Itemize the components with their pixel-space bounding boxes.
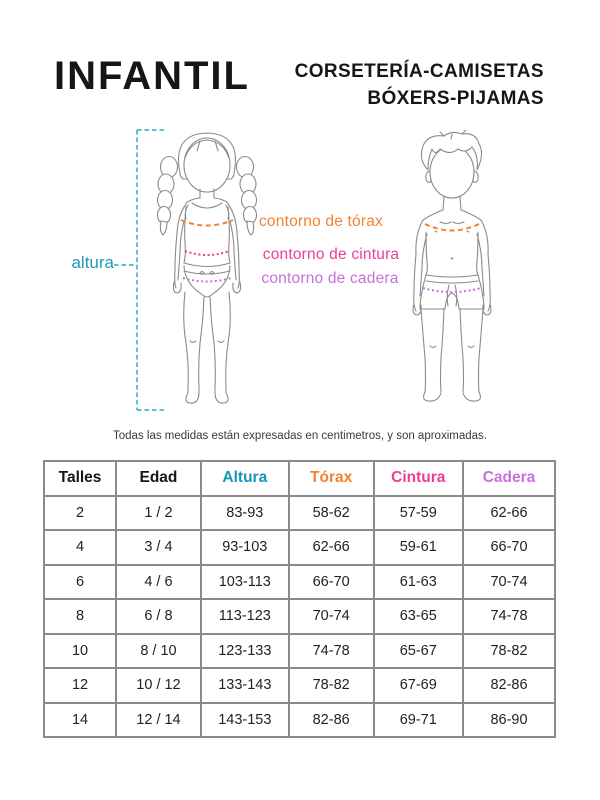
page-title: INFANTIL <box>54 54 250 98</box>
table-cell: 61-63 <box>374 565 463 600</box>
table-cell: 10 / 12 <box>116 668 201 703</box>
boy-cadera-measure-line <box>423 288 481 292</box>
column-header-4: Cintura <box>374 461 463 496</box>
table-cell: 83-93 <box>201 496 289 531</box>
column-header-2: Altura <box>201 461 289 496</box>
table-cell: 62-66 <box>289 530 374 565</box>
table-cell: 65-67 <box>374 634 463 669</box>
table-cell: 113-123 <box>201 599 289 634</box>
table-cell: 8 <box>44 599 116 634</box>
table-cell: 1 / 2 <box>116 496 201 531</box>
column-header-3: Tórax <box>289 461 374 496</box>
table-cell: 70-74 <box>463 565 555 600</box>
girl-cadera-measure-line <box>183 278 231 282</box>
table-cell: 6 <box>44 565 116 600</box>
table-cell: 10 <box>44 634 116 669</box>
boy-face <box>430 146 474 198</box>
table-cell: 103-113 <box>201 565 289 600</box>
subtitle-line-2: BÓXERS-PIJAMAS <box>367 88 544 109</box>
table-cell: 4 <box>44 530 116 565</box>
table-cell: 63-65 <box>374 599 463 634</box>
size-table-header-row <box>44 461 555 496</box>
table-row <box>44 634 555 669</box>
table-cell: 133-143 <box>201 668 289 703</box>
table-row <box>44 599 555 634</box>
table-cell: 3 / 4 <box>116 530 201 565</box>
table-cell: 8 / 10 <box>116 634 201 669</box>
table-row <box>44 668 555 703</box>
table-cell: 86-90 <box>463 703 555 738</box>
table-cell: 74-78 <box>289 634 374 669</box>
table-cell: 59-61 <box>374 530 463 565</box>
table-cell: 2 <box>44 496 116 531</box>
table-cell: 69-71 <box>374 703 463 738</box>
table-cell: 12 <box>44 668 116 703</box>
table-cell: 78-82 <box>463 634 555 669</box>
table-cell: 93-103 <box>201 530 289 565</box>
column-header-0: Talles <box>44 461 116 496</box>
size-table <box>43 460 556 738</box>
column-header-5: Cadera <box>463 461 555 496</box>
table-cell: 82-86 <box>463 668 555 703</box>
table-cell: 58-62 <box>289 496 374 531</box>
table-cell: 57-59 <box>374 496 463 531</box>
measurements-note: Todas las medidas están expresadas en centimetros, y son aproximadas. <box>113 430 487 442</box>
girl-cintura-measure-line <box>185 251 229 255</box>
table-row <box>44 703 555 738</box>
table-cell: 74-78 <box>463 599 555 634</box>
table-cell: 78-82 <box>289 668 374 703</box>
girl-tank-top <box>192 203 222 208</box>
table-cell: 66-70 <box>463 530 555 565</box>
table-cell: 143-153 <box>201 703 289 738</box>
label-altura: altura <box>71 253 114 272</box>
size-table-body <box>44 496 555 738</box>
label-contorno-torax: contorno de tórax <box>258 213 384 230</box>
table-cell: 67-69 <box>374 668 463 703</box>
table-cell: 123-133 <box>201 634 289 669</box>
table-cell: 4 / 6 <box>116 565 201 600</box>
column-header-1: Edad <box>116 461 201 496</box>
label-contorno-cadera: contorno de cadera <box>261 270 399 287</box>
table-row <box>44 496 555 531</box>
girl-figure-illustration <box>145 125 270 425</box>
girl-torax-measure-line <box>181 220 233 226</box>
table-row <box>44 565 555 600</box>
table-cell: 12 / 14 <box>116 703 201 738</box>
table-cell: 14 <box>44 703 116 738</box>
girl-face <box>184 138 230 192</box>
label-contorno-cintura: contorno de cintura <box>262 246 400 263</box>
boy-figure-illustration <box>390 130 515 415</box>
table-row <box>44 530 555 565</box>
table-cell: 66-70 <box>289 565 374 600</box>
subtitle-line-1: CORSETERÍA-CAMISETAS <box>294 61 544 82</box>
boy-torax-measure-line <box>425 224 479 231</box>
table-cell: 6 / 8 <box>116 599 201 634</box>
table-cell: 82-86 <box>289 703 374 738</box>
table-cell: 70-74 <box>289 599 374 634</box>
table-cell: 62-66 <box>463 496 555 531</box>
